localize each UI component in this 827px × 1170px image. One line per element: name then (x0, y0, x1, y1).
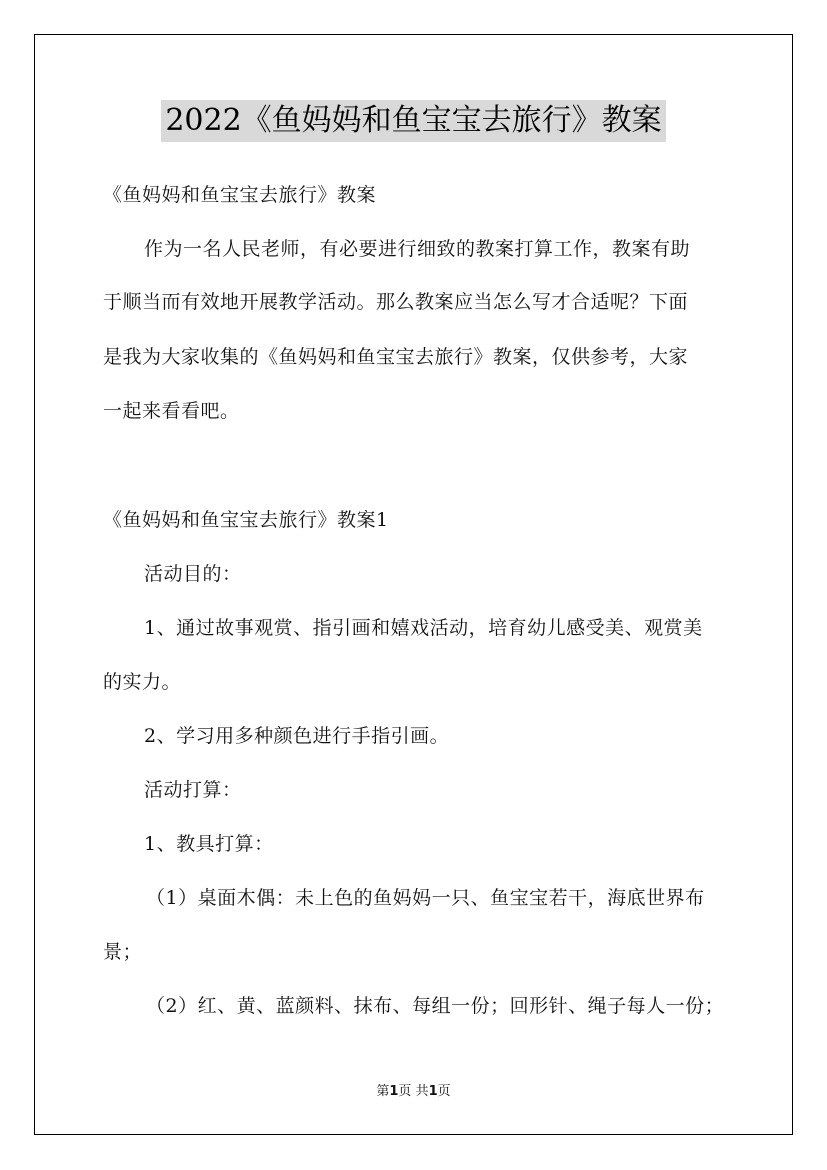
footer-suffix: 页 (437, 1084, 451, 1099)
footer-total-pages: 1 (428, 1084, 438, 1099)
footer-prefix: 第 (376, 1084, 390, 1099)
goal-item: 1、通过故事观赏、指引画和嬉戏活动，培育幼儿感受美、观赏美 (144, 617, 703, 639)
intro-line: 是我为大家收集的《鱼妈妈和鱼宝宝去旅行》教案，仅供参考，大家 (103, 346, 689, 368)
intro-line: 于顺当而有效地开展教学活动。那么教案应当怎么写才合适呢？下面 (103, 291, 689, 313)
section-heading: 《鱼妈妈和鱼宝宝去旅行》教案1 (103, 509, 389, 531)
title-container (0, 100, 827, 142)
goal-item-continued: 的实力。 (103, 671, 182, 693)
prep-item-continued: 景； (103, 941, 143, 963)
goal-item: 2、学习用多种颜色进行手指引画。 (144, 725, 450, 747)
footer-page-number: 1 (389, 1084, 399, 1099)
intro-line: 作为一名人民老师，有必要进行细致的教案打算工作，教案有助 (144, 238, 691, 260)
prep-item: （1）桌面木偶：未上色的鱼妈妈一只、鱼宝宝若干，海底世界布 (146, 887, 705, 909)
footer-middle: 页 共 (398, 1084, 429, 1099)
prep-item: （2）红、黄、蓝颜料、抹布、每组一份；回形针、绳子每人一份； (146, 995, 725, 1017)
prep-heading: 活动打算： (144, 779, 242, 801)
document-title: 2022《鱼妈妈和鱼宝宝去旅行》教案 (161, 100, 665, 142)
page-footer (0, 1084, 827, 1100)
goals-heading: 活动目的： (144, 563, 242, 585)
document-subtitle: 《鱼妈妈和鱼宝宝去旅行》教案 (103, 184, 377, 206)
prep-subheading: 1、教具打算： (144, 833, 274, 855)
intro-line: 一起来看看吧。 (103, 400, 240, 422)
